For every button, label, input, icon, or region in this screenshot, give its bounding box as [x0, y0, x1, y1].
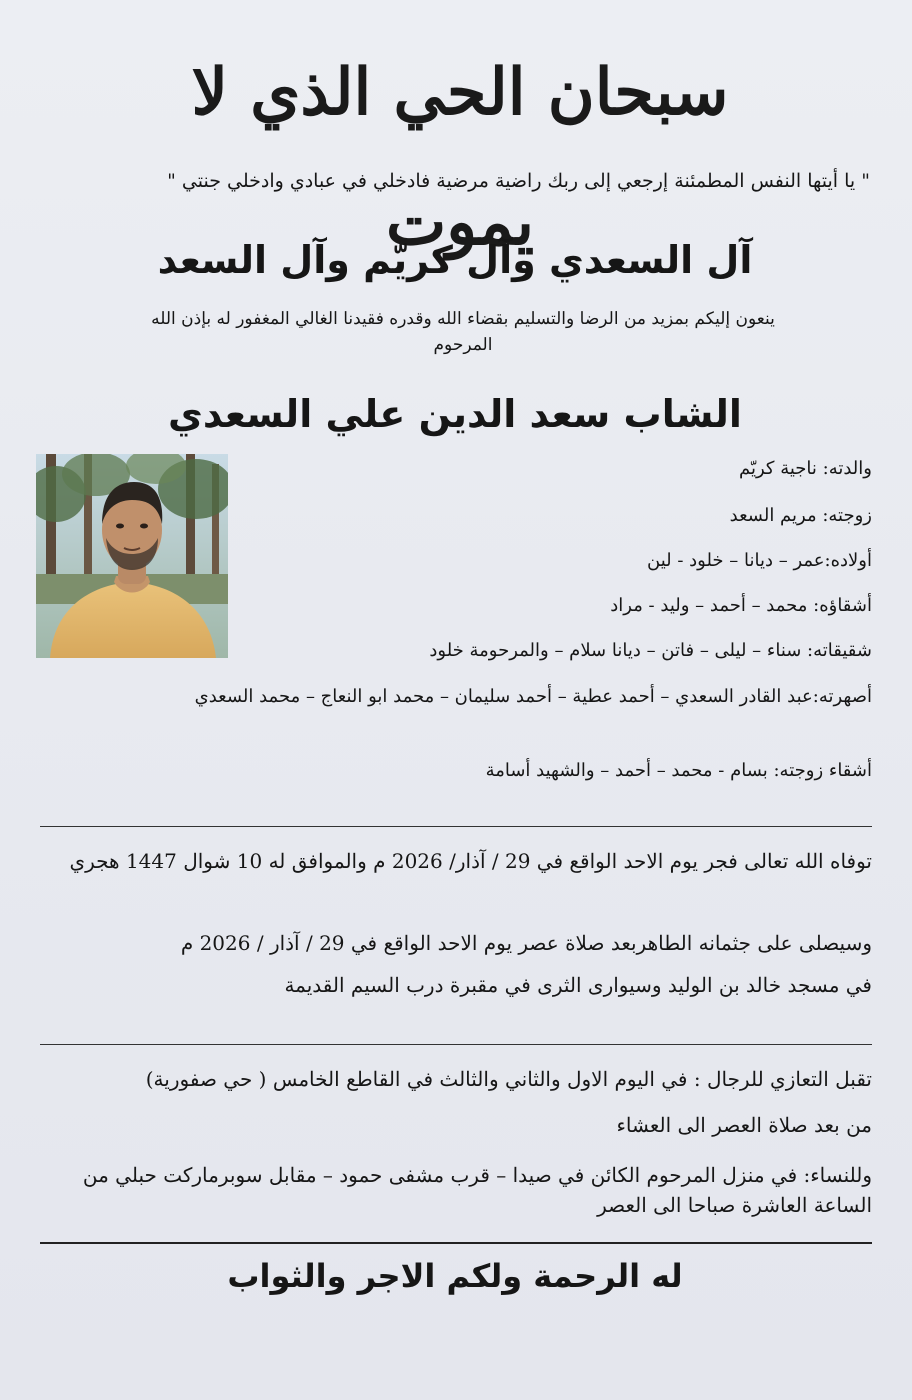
relative-brothers: أشقاؤه: محمد – أحمد – وليد - مراد	[610, 595, 872, 616]
deceased-name: الشاب سعد الدين علي السعدي	[168, 392, 742, 436]
condolences-women: وللنساء: في منزل المرحوم الكائن في صيدا – قرب مشفى حمود – مقابل سوبرماركت حبلي من الساعة العاشرة صباحا الى العصر	[82, 1163, 872, 1217]
divider-2	[40, 1044, 872, 1045]
relative-in-laws: أصهرته:عبد القادر السعدي – أحمد عطية – أحمد سليمان – محمد ابو النعاج – محمد السعدي	[194, 686, 872, 707]
condolences-men: تقبل التعازي للرجال : في اليوم الاول والثاني والثالث في القاطع الخامس ( حي صفورية)	[145, 1067, 872, 1091]
announcement-line-2: المرحوم	[433, 335, 493, 355]
death-date: توفاه الله تعالى فجر يوم الاحد الواقع في 29 / آذار/ 2026 م والموافق له 10 شوال 1447 هجري	[69, 849, 872, 873]
announcement	[60, 306, 866, 358]
relative-mother: والدته: ناجية كريّم	[739, 458, 872, 479]
portrait-image	[36, 454, 228, 658]
relative-sisters: شقيقاته: سناء – ليلى – فاتن – ديانا سلام – والمرحومة خلود	[429, 640, 872, 661]
funeral-prayer: وسيصلى على جثمانه الطاهربعد صلاة عصر يوم الاحد الواقع في 29 / آذار / 2026 م	[180, 931, 872, 955]
relative-wife: زوجته: مريم السعد	[729, 505, 872, 526]
burial-location: في مسجد خالد بن الوليد وسيوارى الثرى في مقبرة درب السيم القديمة	[284, 973, 872, 997]
calligraphy-header: سبحان الحي الذي لا يموت	[191, 55, 729, 260]
condolences-men-time: من بعد صلاة العصر الى العشاء	[616, 1113, 872, 1137]
divider-1	[40, 826, 872, 827]
families-heading: آل السعدي وآل كريّم وآل السعد	[157, 238, 753, 282]
relative-children: أولاده:عمر – ديانا – خلود - لين	[647, 550, 872, 571]
quran-verse: " يا أيتها النفس المطمئنة إرجعي إلى ربك راضية مرضية فادخلي في عبادي وادخلي جنتي "	[167, 170, 870, 192]
divider-3	[40, 1242, 872, 1244]
closing-line: له الرحمة ولكم الاجر والثواب	[227, 1257, 683, 1295]
announcement-line-1: ينعون إليكم بمزيد من الرضا والتسليم بقضاء الله وقدره فقيدنا الغالي المغفور له بإذن الله	[151, 309, 775, 329]
deceased-photo	[36, 454, 228, 658]
relative-wife-brothers: أشقاء زوجته: بسام - محمد – أحمد – والشهيد أسامة	[485, 760, 872, 781]
